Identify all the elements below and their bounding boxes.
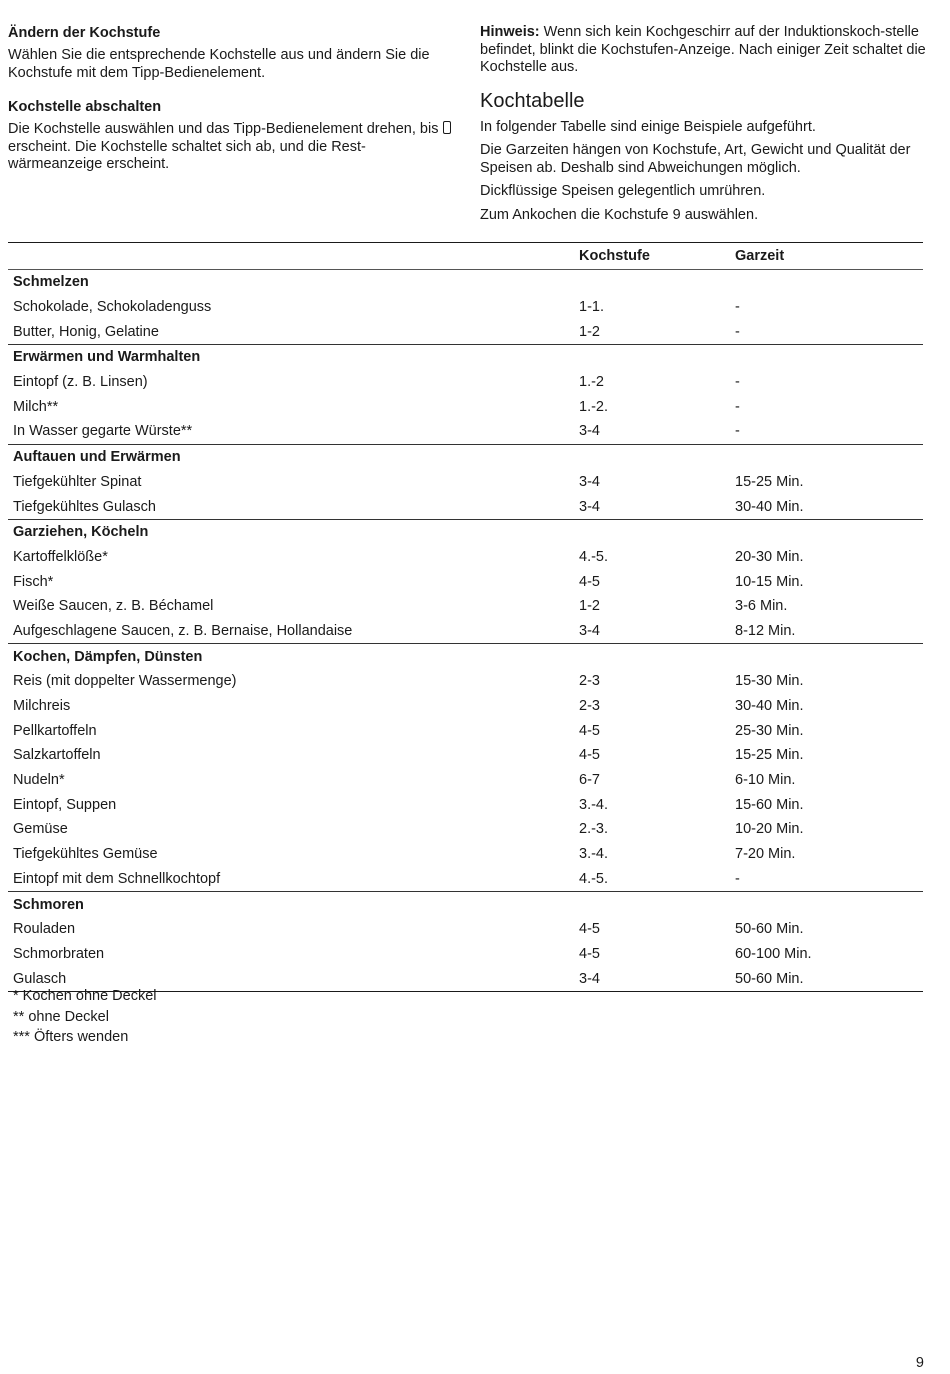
header-food — [8, 243, 574, 270]
table-row — [8, 792, 923, 817]
header-time: Garzeit — [735, 248, 785, 264]
table-row — [8, 817, 923, 842]
cell-level: 3-4 — [579, 498, 600, 515]
table-row — [8, 394, 923, 419]
cell-level: 4-5 — [579, 747, 600, 764]
cell-food: In Wasser gegarte Würste** — [13, 423, 193, 440]
cell-level: 4-5 — [579, 945, 600, 962]
cell-food: Eintopf, Suppen — [13, 796, 117, 813]
cell-food: Fisch* — [13, 573, 54, 590]
cell-food: Tiefgekühlter Spinat — [13, 473, 142, 490]
cell-level: 2-3 — [579, 673, 600, 690]
cell-time: - — [735, 870, 740, 887]
cell-level: 4-5 — [579, 921, 600, 938]
table-row — [8, 867, 923, 892]
cell-food: Schmorbraten — [13, 945, 105, 962]
cell-food: Gemüse — [13, 821, 68, 838]
hint-text: Wenn sich kein Kochgeschirr auf der Induktionskoch-stelle befindet, blinkt die Kochstufen-Anzeige. Nach einiger Zeit schaltet die Kochstelle aus. — [480, 24, 926, 75]
table-group-row — [8, 345, 923, 370]
cell-level: 4.-5. — [579, 548, 609, 565]
cell-level: 2-3 — [579, 698, 600, 715]
table-row — [8, 718, 923, 743]
table-row — [8, 370, 923, 395]
cell-time: 15-25 Min. — [735, 473, 804, 490]
hint-paragraph — [480, 24, 930, 77]
cell-level: 3-4 — [579, 473, 600, 490]
hint-label: Hinweis: — [480, 24, 540, 40]
cell-time: 10-20 Min. — [735, 821, 804, 838]
cell-level: 4-5 — [579, 722, 600, 739]
cell-food: Schokolade, Schokoladenguss — [13, 299, 212, 316]
table-row — [8, 319, 923, 344]
cell-food: Eintopf mit dem Schnellkochtopf — [13, 870, 221, 887]
cell-time: - — [735, 374, 740, 391]
group-title: Schmoren — [13, 896, 84, 913]
left-column — [8, 24, 458, 174]
cell-level: 2.-3. — [579, 821, 609, 838]
table-row — [8, 842, 923, 867]
table-header-row — [8, 243, 923, 270]
cell-food: Milchreis — [13, 698, 71, 715]
cell-time: 60-100 Min. — [735, 945, 812, 962]
section-text-change-level: Wählen Sie die entsprechende Kochstelle aus und ändern Sie die Kochstufe mit dem Tipp-Bedienelement. — [8, 47, 430, 81]
cell-level: 3.-4. — [579, 846, 609, 863]
cell-food: Salzkartoffeln — [13, 747, 101, 764]
table-row — [8, 470, 923, 495]
footnote: ** ohne Deckel — [13, 1008, 109, 1025]
intro-paragraph-1: In folgender Tabelle sind einige Beispiele aufgeführt. — [480, 118, 816, 135]
table-row — [8, 694, 923, 719]
cell-food: Butter, Honig, Gelatine — [13, 323, 159, 340]
group-title: Erwärmen und Warmhalten — [13, 349, 201, 366]
table-group-row — [8, 270, 923, 295]
cell-level: 1-2 — [579, 323, 600, 340]
section-title-switch-off: Kochstelle abschalten — [8, 99, 162, 115]
page-title: Kochtabelle — [480, 89, 585, 112]
cell-time: 7-20 Min. — [735, 846, 796, 863]
cell-time: - — [735, 299, 740, 316]
cell-level: 3-4 — [579, 622, 600, 639]
section-text-switch-off — [8, 121, 458, 174]
cell-food: Nudeln* — [13, 772, 65, 789]
cell-time: 15-25 Min. — [735, 747, 804, 764]
table-row — [8, 917, 923, 942]
cell-level: 1-2 — [579, 598, 600, 615]
cell-level: 3-4 — [579, 423, 600, 440]
right-column — [480, 24, 930, 230]
table-row — [8, 619, 923, 644]
group-title: Kochen, Dämpfen, Dünsten — [13, 648, 203, 665]
cell-level: 3.-4. — [579, 796, 609, 813]
cell-food: Kartoffelklöße* — [13, 548, 108, 565]
page-number: 9 — [915, 1355, 924, 1371]
cell-time: 10-15 Min. — [735, 573, 804, 590]
table-row — [8, 295, 923, 320]
intro-paragraph-3: Dickflüssige Speisen gelegentlich umrühren. — [480, 183, 766, 199]
cell-food: Milch** — [13, 398, 59, 415]
cell-time: - — [735, 323, 740, 340]
table-row — [8, 669, 923, 694]
intro-paragraph-2: Die Garzeiten hängen von Kochstufe, Art, Gewicht und Qualität der Speisen ab. Deshalb sind Abweichungen möglich. — [480, 142, 911, 176]
table-row — [8, 569, 923, 594]
cell-level: 4-5 — [579, 573, 600, 590]
cell-time: 15-60 Min. — [735, 796, 804, 813]
cell-level: 4.-5. — [579, 870, 609, 887]
cooking-table — [8, 242, 923, 992]
cell-time: 25-30 Min. — [735, 722, 804, 739]
table-group-row — [8, 644, 923, 669]
table-body — [8, 270, 923, 992]
intro-paragraph-4: Zum Ankochen die Kochstufe 9 auswählen. — [480, 206, 759, 223]
header-level: Kochstufe — [579, 248, 650, 264]
cell-food: Rouladen — [13, 921, 76, 938]
cell-food: Tiefgekühltes Gemüse — [13, 846, 158, 863]
table-row — [8, 743, 923, 768]
cell-time: 6-10 Min. — [735, 772, 796, 789]
cell-food: Pellkartoffeln — [13, 722, 97, 739]
cell-level: 1.-2 — [579, 374, 604, 391]
table-group-row — [8, 892, 923, 917]
table-row — [8, 942, 923, 967]
cell-time: 3-6 Min. — [735, 598, 788, 615]
cell-food: Aufgeschlagene Saucen, z. B. Bernaise, Hollandaise — [13, 622, 353, 639]
cell-time: 30-40 Min. — [735, 498, 804, 515]
group-title: Schmelzen — [13, 274, 89, 291]
cell-time: 8-12 Min. — [735, 622, 796, 639]
cell-time: - — [735, 398, 740, 415]
cell-food: Gulasch — [13, 970, 67, 987]
group-title: Garziehen, Köcheln — [13, 524, 149, 541]
group-title: Auftauen und Erwärmen — [13, 449, 181, 466]
switch-off-text-b: erscheint. Die Kochstelle schaltet sich ab, und die Rest-wärmeanzeige erscheint. — [8, 138, 366, 172]
cell-time: 20-30 Min. — [735, 548, 804, 565]
table-group-row — [8, 519, 923, 544]
footnote: * Kochen ohne Deckel — [13, 988, 157, 1004]
table-row — [8, 419, 923, 444]
cell-level: 3-4 — [579, 970, 600, 987]
cell-time: - — [735, 423, 740, 440]
footnote: *** Öfters wenden — [13, 1029, 129, 1045]
section-title-change-level: Ändern der Kochstufe — [8, 25, 161, 41]
cell-time: 30-40 Min. — [735, 698, 804, 715]
switch-off-text-a: Die Kochstelle auswählen und das Tipp-Bedienelement drehen, bis — [8, 121, 439, 137]
cell-time: 50-60 Min. — [735, 970, 804, 987]
table-row — [8, 545, 923, 570]
footnotes — [13, 986, 157, 1048]
table-row — [8, 768, 923, 793]
cell-food: Reis (mit doppelter Wassermenge) — [13, 673, 237, 690]
cell-level: 1-1. — [579, 299, 604, 316]
cell-level: 1.-2. — [579, 398, 609, 415]
cell-food: Eintopf (z. B. Linsen) — [13, 374, 148, 391]
display-zero-glyph-icon — [443, 121, 451, 134]
cell-food: Weiße Saucen, z. B. Béchamel — [13, 598, 214, 615]
cell-level: 6-7 — [579, 772, 600, 789]
table-row — [8, 594, 923, 619]
cell-time: 15-30 Min. — [735, 673, 804, 690]
table-group-row — [8, 444, 923, 469]
table-row — [8, 494, 923, 519]
cell-food: Tiefgekühltes Gulasch — [13, 498, 156, 515]
cell-time: 50-60 Min. — [735, 921, 804, 938]
